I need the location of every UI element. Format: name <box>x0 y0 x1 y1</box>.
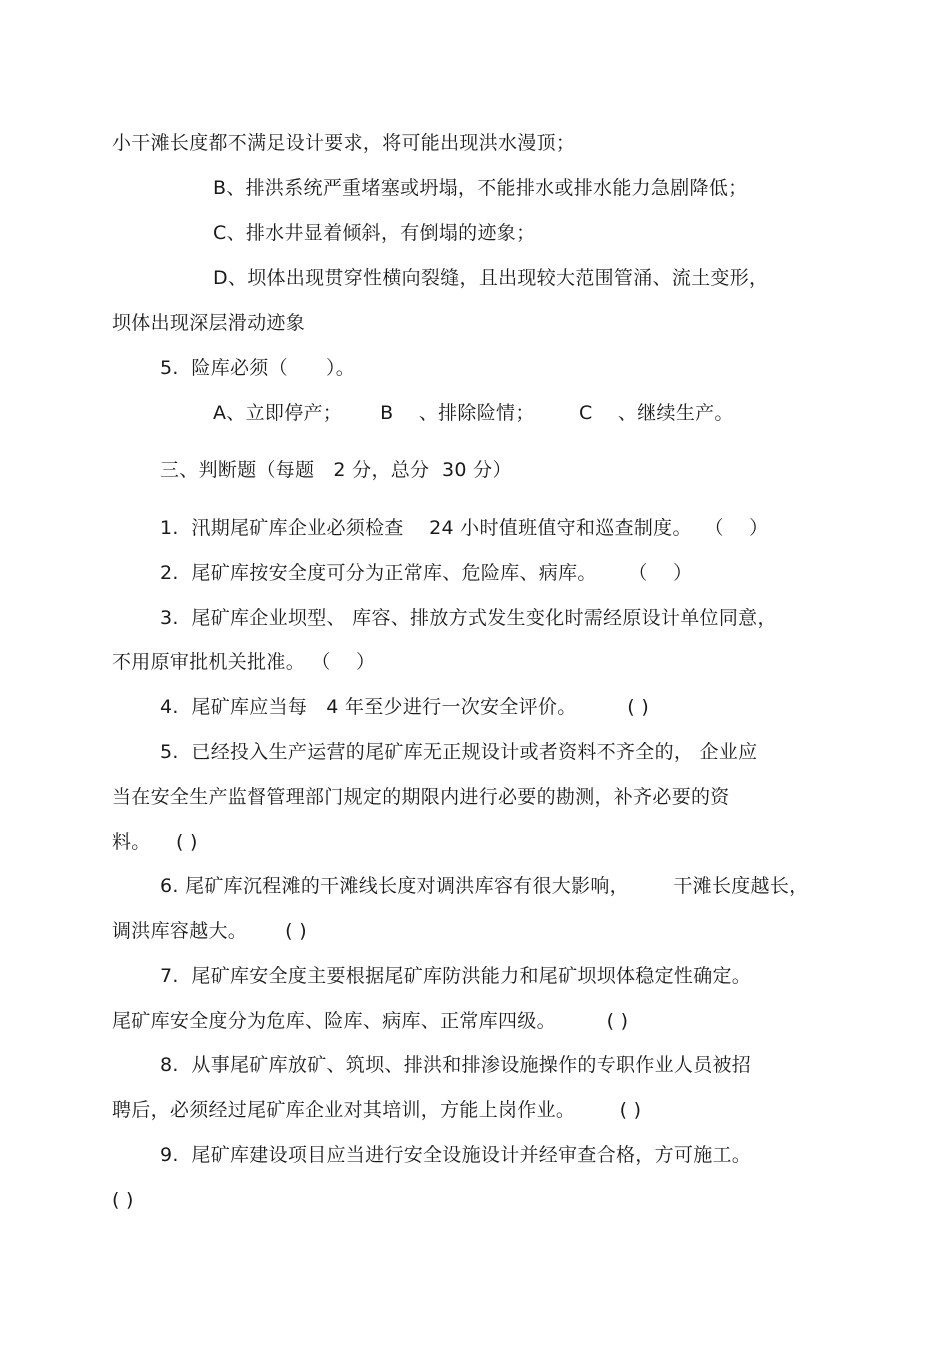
question-5-options: A、立即停产； B 、排除险情； C 、继续生产。 <box>213 402 734 424</box>
judgment-8: 8. 从事尾矿库放矿、筑坝、排洪和排渗设施操作的专职作业人员被招 <box>160 1054 752 1076</box>
text-line: 坝体出现深层滑动迹象 <box>112 312 306 334</box>
option-c: C、排水井显着倾斜，有倒塌的迹象； <box>213 222 536 244</box>
text-line: 调洪库容越大。 ( ) <box>112 920 307 942</box>
option-d: D、坝体出现贯穿性横向裂缝，且出现较大范围管涌、流土变形， <box>213 267 769 289</box>
section-heading: 三、判断题（每题 2 分，总分 30 分） <box>160 459 512 481</box>
option-b: B、排洪系统严重堵塞或坍塌，不能排水或排水能力急剧降低； <box>213 177 748 199</box>
text-line: 聘后，必须经过尾矿库企业对其培训，方能上岗作业。 ( ) <box>112 1099 642 1121</box>
judgment-5: 5. 已经投入生产运营的尾矿库无正规设计或者资料不齐全的， 企业应 <box>160 741 758 763</box>
judgment-9: 9. 尾矿库建设项目应当进行安全设施设计并经审查合格，方可施工。 <box>160 1144 752 1166</box>
text-line: 当在安全生产监督管理部门规定的期限内进行必要的勘测，补齐必要的资 <box>112 786 730 808</box>
text-line: ( ) <box>112 1189 134 1211</box>
text-line: 小干滩长度都不满足设计要求，将可能出现洪水漫顶； <box>112 132 576 154</box>
text-line: 尾矿库安全度分为危库、险库、病库、正常库四级。 ( ) <box>112 1010 629 1032</box>
question-5: 5. 险库必须（ ）。 <box>160 357 356 379</box>
judgment-1: 1. 汛期尾矿库企业必须检查 24 小时值班值守和巡查制度。 （ ） <box>160 517 769 539</box>
judgment-6: 6. 尾矿库沉程滩的干滩线长度对调洪库容有很大影响， 干滩长度越长， <box>160 875 809 897</box>
text-line: 料。 ( ) <box>112 831 198 853</box>
judgment-4: 4. 尾矿库应当每 4 年至少进行一次安全评价。 ( ) <box>160 696 650 718</box>
text-line: 不用原审批机关批准。 （ ） <box>112 651 376 673</box>
judgment-7: 7. 尾矿库安全度主要根据尾矿库防洪能力和尾矿坝坝体稳定性确定。 <box>160 965 752 987</box>
judgment-3: 3. 尾矿库企业坝型、 库容、排放方式发生变化时需经原设计单位同意， <box>160 607 777 629</box>
judgment-2: 2. 尾矿库按安全度可分为正常库、危险库、病库。 （ ） <box>160 562 693 584</box>
